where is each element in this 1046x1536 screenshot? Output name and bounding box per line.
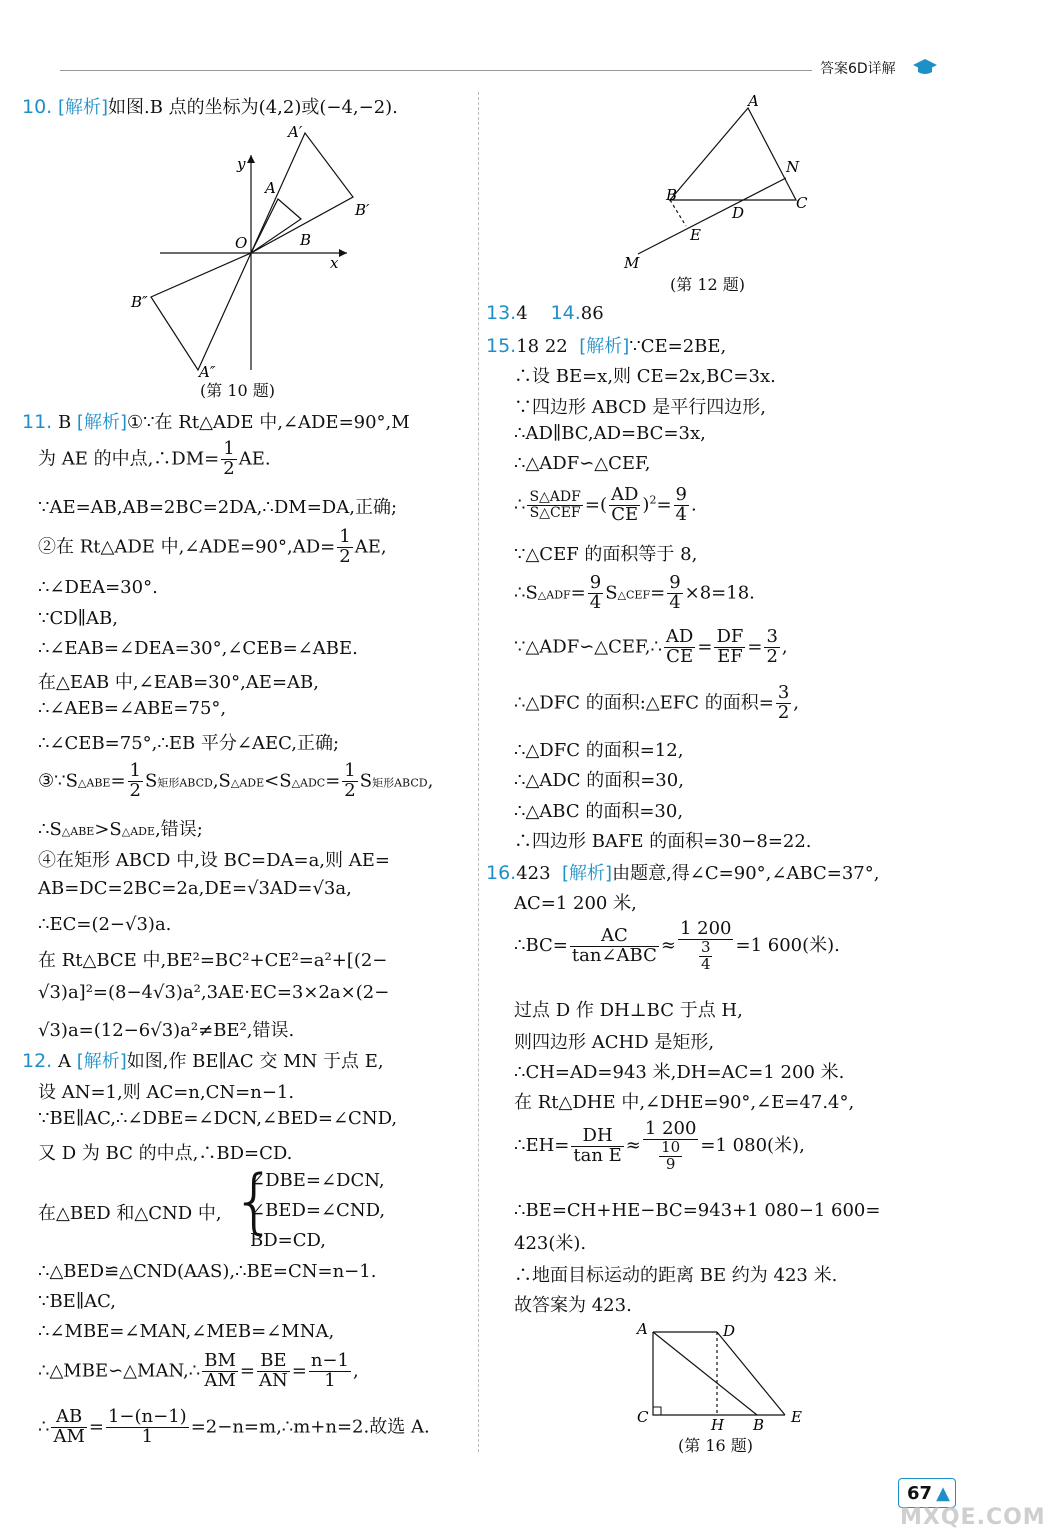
text-line: 在 Rt△BCE 中,BE²=BC²+CE²=a²+[(2−	[38, 950, 388, 971]
fraction: $\frac{DH}{\text{tan E}}$	[573, 1124, 622, 1166]
fig10-label: B′	[355, 201, 370, 219]
text-line: 过点 D 作 DH⊥BC 于点 H,	[514, 1000, 743, 1021]
problem-text: 如图.B 点的坐标为(4,2)或(−4,−2).	[108, 97, 398, 118]
text-line: ∴∠DEA=30°.	[38, 577, 158, 598]
fraction: $\frac{3}{2}$	[766, 626, 778, 667]
fraction: $\frac{\text{S△ADF}}{\text{S△CEF}}$	[529, 489, 581, 521]
problem-11-line	[22, 408, 410, 434]
fraction: $\frac{BM}{AM}$	[204, 1350, 236, 1391]
fraction: $\frac{1 200}{\frac{10}{9}}$	[644, 1118, 697, 1173]
fraction: $\frac{AD}{CE}$	[665, 626, 694, 667]
page-number: 67 ▲	[898, 1478, 956, 1508]
watermark: MXQE.COM	[900, 1505, 1046, 1530]
fig12-label: N	[786, 158, 800, 176]
text-line: ∴△BED≌△CND(AAS),∴BE=CN=n−1.	[38, 1261, 377, 1282]
text-line: ∵△CEF 的面积等于 8,	[514, 544, 698, 565]
answer-choice: A	[57, 1051, 71, 1072]
text-line: ∴CH=AD=943 米,DH=AC=1 200 米.	[514, 1062, 845, 1083]
fig10-label: B	[300, 231, 312, 249]
figure-12	[608, 88, 828, 278]
answers-13-14	[486, 302, 604, 324]
text-line: 在 Rt△DHE 中,∠DHE=90°,∠E=47.4°,	[514, 1092, 855, 1113]
text-line: ∴∠AEB=∠ABE=75°,	[38, 698, 227, 719]
text-line: ①∵在 Rt△ADE 中,∠ADE=90°,M	[126, 412, 410, 433]
text-line: ∴△ADF∽△CEF,	[514, 453, 651, 474]
analysis-tag: [解析]	[562, 863, 613, 884]
text-line: ∴S△ABE>S△ADE,错误;	[38, 819, 203, 840]
fraction: $\frac{9}{4}$	[669, 572, 681, 613]
brace-line: ∠BED=∠CND,	[250, 1200, 386, 1221]
left-column	[0, 0, 478, 1536]
fig10-label: A′	[288, 123, 303, 141]
fraction: $\frac{AD}{CE}$	[610, 484, 639, 525]
fig12-label: C	[796, 194, 808, 212]
fraction: $\frac{BE}{AN}$	[259, 1350, 288, 1391]
fraction: $\frac{AC}{\text{tan∠ABC}}$	[571, 924, 657, 966]
text-line: ∴△ABC 的面积=30,	[514, 801, 684, 822]
figure-caption: (第 10 题)	[200, 381, 276, 400]
problem-number: 14.	[550, 302, 581, 324]
fig12-label: D	[732, 204, 745, 222]
fraction: $\frac{1-(n-1)}{1}$	[107, 1406, 187, 1447]
text-line: ∴四边形 BAFE 的面积=30−8=22.	[514, 831, 812, 852]
text-line: ∴AD∥BC,AD=BC=3x,	[514, 423, 706, 444]
answer: 18 22	[516, 336, 568, 357]
fraction: $\frac{9}{4}$	[675, 484, 687, 525]
fig10-label: x	[330, 254, 339, 272]
fraction: $\frac{1}{2}$	[129, 760, 141, 801]
text-line: ∵BE∥AC,∴∠DBE=∠DCN,∠BED=∠CND,	[38, 1108, 398, 1129]
fraction: $\frac{9}{4}$	[589, 572, 602, 613]
analysis-tag: [解析]	[579, 336, 630, 357]
text-line: 423(米).	[514, 1233, 587, 1254]
text-line: ∴BE=CH+HE−BC=943+1 080−1 600=	[514, 1200, 881, 1221]
problem-15-line: 15.18 22 [解析]∵CE=2BE,	[486, 335, 727, 357]
text-line: ∴△DFC 的面积=12,	[514, 740, 684, 761]
fraction: $\frac{DF}{EF}$	[716, 626, 744, 667]
fig16-label: C	[637, 1408, 649, 1426]
text-line: 在△EAB 中,∠EAB=30°,AE=AB,	[38, 672, 319, 693]
problem-number: 11.	[22, 411, 53, 433]
brace-line: ∠DBE=∠DCN,	[250, 1170, 385, 1191]
analysis-tag: [解析]	[76, 412, 127, 433]
text-line: ∴ $\frac{\text{S△ADF}}{\text{S△CEF}}$ =( $\frac{AD}{CE}$ )$^2$= $\frac{9}{4}$ .	[514, 484, 697, 525]
text-line: ∴地面目标运动的距离 BE 约为 423 米.	[514, 1265, 838, 1286]
text-line: ∵四边形 ABCD 是平行四边形,	[514, 397, 766, 418]
fig16-label: A	[637, 1320, 648, 1338]
problem-number: 15.	[486, 335, 517, 357]
fig12-label: B	[666, 186, 678, 204]
fraction: $\frac{1 200}{\frac{3}{4}}$	[679, 918, 732, 973]
text-line: ∵BE∥AC,	[38, 1291, 116, 1312]
answer: 4	[516, 303, 528, 324]
fraction: $\frac{1}{2}$	[223, 438, 235, 479]
problem-16-line: 16.423 [解析]由题意,得∠C=90°,∠ABC=37°,	[486, 862, 880, 884]
text-line: 则四边形 ACHD 是矩形,	[514, 1032, 715, 1053]
fraction: $\frac{AB}{AM}$	[53, 1406, 85, 1447]
text-line: √3)a=(12−6√3)a²≠BE²,错误.	[38, 1020, 295, 1041]
fig16-label: H	[711, 1416, 725, 1434]
text-line: ∴ $\frac{AB}{AM}$ = $\frac{1-(n-1)}{1}$ =2−n=m,∴m+n=2.故选 A.	[38, 1406, 430, 1447]
brace-intro: 在△BED 和△CND 中,	[38, 1203, 222, 1224]
text-line: ∴S△ADF= $\frac{9}{4}$ S△CEF= $\frac{9}{4}$ ×8=18.	[514, 572, 755, 613]
text-line: AC=1 200 米,	[514, 893, 637, 914]
fraction: $\frac{1}{2}$	[339, 526, 351, 567]
figure-10	[125, 115, 375, 395]
right-column	[478, 0, 1027, 1536]
brace-line: BD=CD,	[250, 1230, 327, 1251]
text-line: ∴EC=(2−√3)a.	[38, 914, 172, 935]
text-line: ∴△MBE∽△MAN,∴ $\frac{BM}{AM}$ = $\frac{BE}{AN}$ = $\frac{n-1}{1}$ ,	[38, 1350, 359, 1391]
text-line: ∴∠MBE=∠MAN,∠MEB=∠MNA,	[38, 1321, 335, 1342]
fraction: $\frac{n-1}{1}$	[310, 1350, 349, 1391]
text-line: ∴设 BE=x,则 CE=2x,BC=3x.	[514, 366, 776, 387]
text-line: ④在矩形 ABCD 中,设 BC=DA=a,则 AE=	[38, 850, 390, 871]
text-line: 又 D 为 BC 的中点,∴BD=CD.	[38, 1143, 293, 1164]
text-line: 故答案为 423.	[514, 1295, 632, 1316]
answer-choice: B	[57, 412, 72, 433]
analysis-tag: [解析]	[76, 1051, 127, 1072]
problem-number: 10.	[22, 96, 53, 118]
text-line: ③∵S△ABE= $\frac{1}{2}$ S矩形ABCD,S△ADE<S△ADC= $\frac{1}{2}$ S矩形ABCD,	[38, 760, 434, 801]
text-line: ∴△DFC 的面积:△EFC 的面积= $\frac{3}{2}$ ,	[514, 682, 800, 723]
fig16-label: D	[723, 1322, 736, 1340]
text-line: ∴BC= $\frac{AC}{\text{tan∠ABC}}$ ≈ $\frac{1 200}{\frac{3}{4}}$ =1 600(米).	[514, 918, 840, 973]
fig12-label: E	[690, 226, 701, 244]
figure-caption: (第 16 题)	[678, 1436, 754, 1455]
text-line: ∴∠CEB=75°,∴EB 平分∠AEC,正确;	[38, 733, 340, 754]
text-line: ∴∠EAB=∠DEA=30°,∠CEB=∠ABE.	[38, 638, 358, 659]
fig10-label: O	[235, 234, 248, 252]
text-line: 设 AN=1,则 AC=n,CN=n−1.	[38, 1082, 295, 1103]
fig16-label: B	[753, 1416, 765, 1434]
text-line: AB=DC=2BC=2a,DE=√3AD=√3a,	[38, 878, 352, 899]
text-line: 为 AE 的中点,∴DM= $\frac{1}{2}$ AE.	[38, 438, 271, 479]
fig12-label: M	[624, 254, 640, 272]
figure-16	[633, 1318, 823, 1434]
text-line: ∴EH= $\frac{DH}{\text{tan E}}$ ≈ $\frac{1 200}{\frac{10}{9}}$ =1 080(米),	[514, 1118, 805, 1173]
text-line: √3)a]²=(8−4√3)a²,3AE·EC=3×2a×(2−	[38, 982, 390, 1003]
figure-caption: (第 12 题)	[670, 275, 746, 294]
text-line: ∵AE=AB,AB=2BC=2DA,∴DM=DA,正确;	[38, 497, 398, 518]
answer: 423	[516, 863, 551, 884]
fig12-label: A	[748, 92, 759, 110]
text-line: 如图,作 BE∥AC 交 MN 于点 E,	[126, 1051, 384, 1072]
fraction: $\frac{3}{2}$	[777, 682, 790, 723]
text-line: ∵CD∥AB,	[38, 608, 118, 629]
fig10-label: y	[237, 155, 246, 173]
fig10-label: A″	[199, 363, 216, 381]
problem-number: 13.	[486, 302, 517, 324]
analysis-tag: [解析]	[57, 97, 108, 118]
problem-12-line	[22, 1047, 384, 1073]
text-line: ∴△ADC 的面积=30,	[514, 770, 684, 791]
text-line: ∵△ADF∽△CEF,∴ $\frac{AD}{CE}$ = $\frac{DF}{EF}$ = $\frac{3}{2}$ ,	[514, 626, 788, 667]
left-brace: {	[232, 1160, 277, 1242]
text-line: ②在 Rt△ADE 中,∠ADE=90°,AD= $\frac{1}{2}$ AE,	[38, 526, 387, 567]
fraction: $\frac{1}{2}$	[344, 760, 356, 801]
fig16-label: E	[791, 1408, 802, 1426]
fig10-label: B″	[131, 293, 148, 311]
header-title: 答案6D详解	[820, 61, 896, 77]
fig10-label: A	[265, 179, 276, 197]
problem-number: 16.	[486, 862, 517, 884]
answer: 86	[580, 303, 604, 324]
problem-number: 12.	[22, 1050, 53, 1072]
